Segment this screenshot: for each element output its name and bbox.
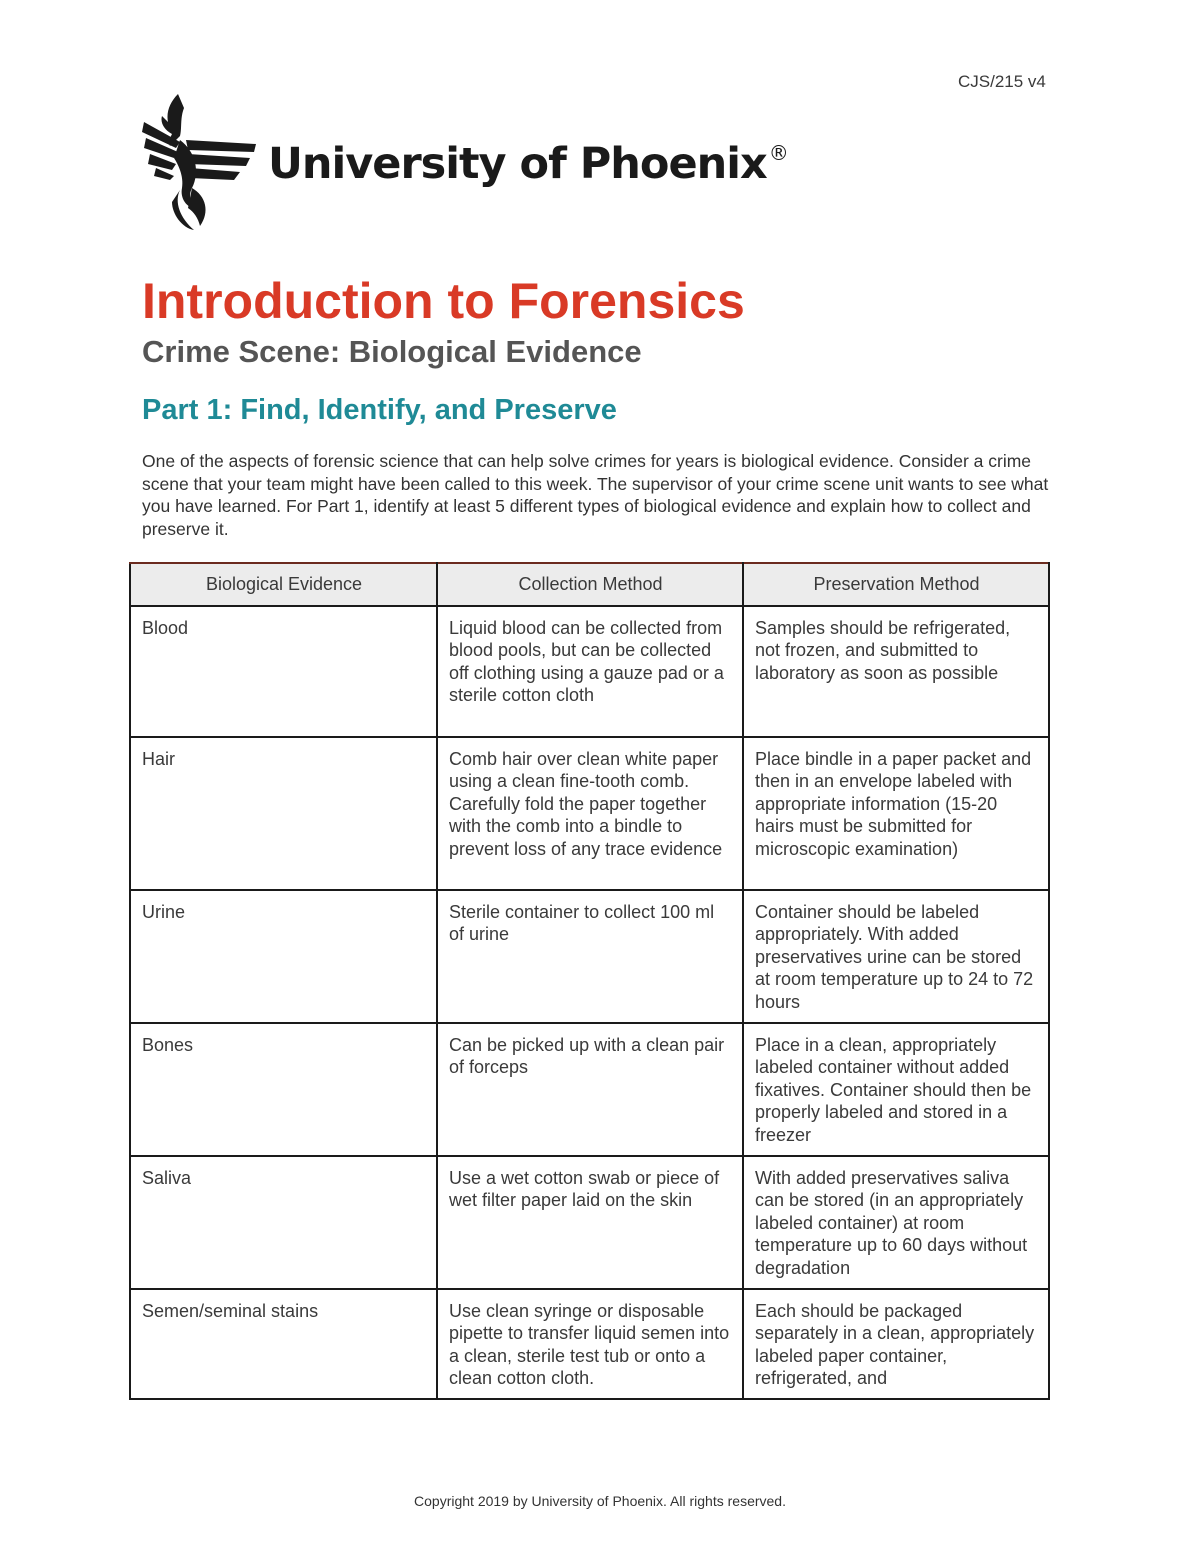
table-row	[130, 1289, 1049, 1399]
collection-method-cell: Comb hair over clean white paper using a clean fine-tooth comb. Carefully fold the paper together with the comb into a bindle to prevent loss of any trace evidence	[437, 737, 743, 890]
university-name: University of Phoenix ®	[268, 139, 788, 189]
table-row	[130, 890, 1049, 1023]
collection-method-cell: Can be picked up with a clean pair of forceps	[437, 1023, 743, 1156]
document-subtitle: Crime Scene: Biological Evidence	[142, 334, 642, 369]
university-logo	[140, 92, 788, 232]
column-header: Collection Method	[437, 563, 743, 606]
table-row	[130, 737, 1049, 890]
collection-method-cell: Use clean syringe or disposable pipette to transfer liquid semen into a clean, sterile test tub or onto a clean cotton cloth.	[437, 1289, 743, 1399]
table-row	[130, 1156, 1049, 1289]
evidence-type-cell: Saliva	[130, 1156, 437, 1289]
column-header: Preservation Method	[743, 563, 1049, 606]
evidence-type-cell: Semen/seminal stains	[130, 1289, 437, 1399]
table-row	[130, 606, 1049, 737]
evidence-type-cell: Bones	[130, 1023, 437, 1156]
preservation-method-cell: With added preservatives saliva can be stored (in an appropriately labeled container) at room temperature up to 60 days without degradation	[743, 1156, 1049, 1289]
evidence-table	[129, 562, 1050, 1400]
registered-mark: ®	[768, 141, 788, 165]
collection-method-cell: Liquid blood can be collected from blood pools, but can be collected off clothing using a gauze pad or a sterile cotton cloth	[437, 606, 743, 737]
document-title: Introduction to Forensics	[142, 273, 745, 329]
phoenix-icon	[140, 92, 258, 232]
preservation-method-cell: Samples should be refrigerated, not frozen, and submitted to laboratory as soon as possible	[743, 606, 1049, 737]
collection-method-cell: Use a wet cotton swab or piece of wet filter paper laid on the skin	[437, 1156, 743, 1289]
course-code: CJS/215 v4	[958, 72, 1046, 91]
preservation-method-cell: Place in a clean, appropriately labeled container without added fixatives. Container should then be properly labeled and stored in a freezer	[743, 1023, 1049, 1156]
evidence-type-cell: Hair	[130, 737, 437, 890]
preservation-method-cell: Each should be packaged separately in a clean, appropriately labeled paper container, refrigerated, and	[743, 1289, 1049, 1399]
collection-method-cell: Sterile container to collect 100 ml of urine	[437, 890, 743, 1023]
table-header-row	[130, 563, 1049, 606]
intro-paragraph: One of the aspects of forensic science that can help solve crimes for years is biological evidence. Consider a crime scene that your team might have been called to this week. The supervisor of your crime scene unit wants to see what you have learned. For Part 1, identify at least 5 different types of biological evidence and explain how to collect and preserve it.	[142, 451, 1049, 539]
table-row	[130, 1023, 1049, 1156]
evidence-type-cell: Urine	[130, 890, 437, 1023]
part-heading: Part 1: Find, Identify, and Preserve	[142, 394, 617, 426]
preservation-method-cell: Place bindle in a paper packet and then in an envelope labeled with appropriate information (15-20 hairs must be submitted for microscopic examination)	[743, 737, 1049, 890]
column-header: Biological Evidence	[130, 563, 437, 606]
copyright-footer: Copyright 2019 by University of Phoenix. All rights reserved.	[414, 1493, 786, 1509]
preservation-method-cell: Container should be labeled appropriately. With added preservatives urine can be stored at room temperature up to 24 to 72 hours	[743, 890, 1049, 1023]
evidence-type-cell: Blood	[130, 606, 437, 737]
